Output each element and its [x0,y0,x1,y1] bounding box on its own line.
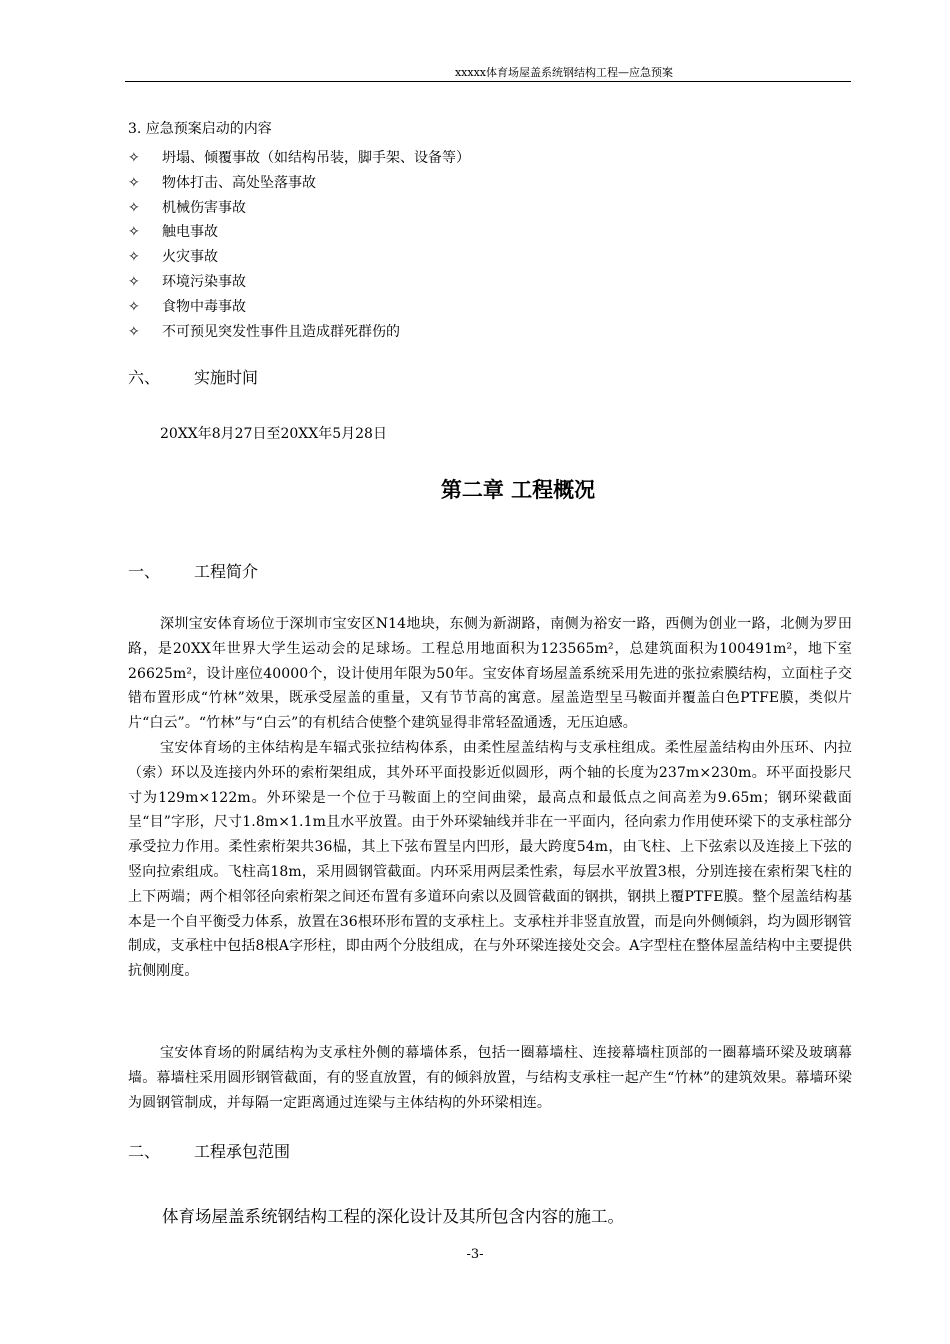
list-item: ✧ 触电事故 [128,224,218,240]
page-number: -3- [466,1247,484,1262]
list-item: ✧ 不可预见突发性事件且造成群死群伤的 [128,324,400,340]
list-item: ✧ 机械伤害事故 [128,200,246,216]
bullet-icon: ✧ [128,175,140,191]
bullet-icon: ✧ [128,150,140,166]
contract-scope: 体育场屋盖系统钢结构工程的深化设计及其所包含内容的施工。 [162,1207,624,1226]
bullet-icon: ✧ [128,274,140,290]
section-heading-1: 一、 工程简介 [128,562,259,581]
section-heading-6: 六、 实施时间 [128,368,259,387]
bullet-icon: ✧ [128,200,140,216]
list-item: ✧ 环境污染事故 [128,274,246,290]
list-item: ✧ 坍塌、倾覆事故（如结构吊装，脚手架、设备等） [128,150,470,166]
list-item: ✧ 物体打击、高处坠落事故 [128,175,316,191]
bullet-icon: ✧ [128,224,140,240]
list-item: ✧ 食物中毒事故 [128,299,246,315]
list-item: ✧ 火灾事故 [128,249,218,265]
implementation-period: 20XX年8月27日至20XX年5月28日 [160,426,387,442]
body-paragraph: 深圳宝安体育场位于深圳市宝安区N14地块，东侧为新湖路，南侧为裕安一路，西侧为创业一路，北侧为罗田路，是20XX年世界大学生运动会的足球场。工程总用地面积为123565m²，总建筑面积为100491m²，地下室26625m²，设计座位40000个，设计使用年限为50年。宝安体育场屋盖系统采用先进的张拉索膜结构，立面柱子交错布置形成“竹林”效果，既承受屋盖的重量，又有节节高的寓意。屋盖造型呈马鞍面并覆盖白色PTFE膜，类似片片“白云”。“竹林”与“白云”的有机结合使整个建筑显得非常轻盈通透，无压迫感。 [128,616,852,732]
body-paragraph: 宝安体育场的附属结构为支承柱外侧的幕墙体系，包括一圈幕墙柱、连接幕墙柱顶部的一圈幕墙环梁及玻璃幕墙。幕墙柱采用圆形钢管截面，有的竖直放置，有的倾斜放置，与结构支承柱一起产生“竹林”的建筑效果。幕墙环梁为圆钢管制成，并每隔一定距离通过连梁与主体结构的外环梁相连。 [128,1045,852,1111]
emergency-heading: 3. 应急预案启动的内容 [128,121,272,137]
section-heading-2: 二、 工程承包范围 [128,1142,291,1161]
bullet-icon: ✧ [128,299,140,315]
bullet-icon: ✧ [128,324,140,340]
page-header: xxxxx体育场屋盖系统钢结构工程—应急预案 [125,64,851,82]
bullet-icon: ✧ [128,249,140,265]
chapter-title: 第二章 工程概况 [440,478,596,502]
body-paragraph: 宝安体育场的主体结构是车辐式张拉结构体系，由柔性屋盖结构与支承柱组成。柔性屋盖结构由外压环、内拉（索）环以及连接内外环的索桁架组成，其外环平面投影近似圆形，两个轴的长度为237m×230m。环平面投影尺寸为129m×122m。外环梁是一个位于马鞍面上的空间曲梁，最高点和最低点之间高差为9.65m；钢环梁截面呈“目”字形，尺寸1.8m×1.1m且水平放置。由于外环梁轴线并非在一平面内，径向索力作用使环梁下的支承柱部分承受拉力作用。柔性索桁架共36榀，其上下弦布置呈内凹形，最大跨度54m，由飞柱、上下弦索以及连接上下弦的竖向拉索组成。飞柱高18m，采用圆钢管截面。内环采用两层柔性索，每层水平放置3根，分别连接在索桁架飞柱的上下两端；两个相邻径向索桁架之间还布置有多道环向索以及圆管截面的钢拱，钢拱上覆PTFE膜。整个屋盖结构基本是一个自平衡受力体系，放置在36根环形布置的支承柱上。支承柱并非竖直放置，而是向外侧倾斜，均为圆形钢管制成，支承柱中包括8根A字形柱，即由两个分肢组成，在与外环梁连接处交会。A字型柱在整体屋盖结构中主要提供抗侧刚度。 [128,740,852,980]
